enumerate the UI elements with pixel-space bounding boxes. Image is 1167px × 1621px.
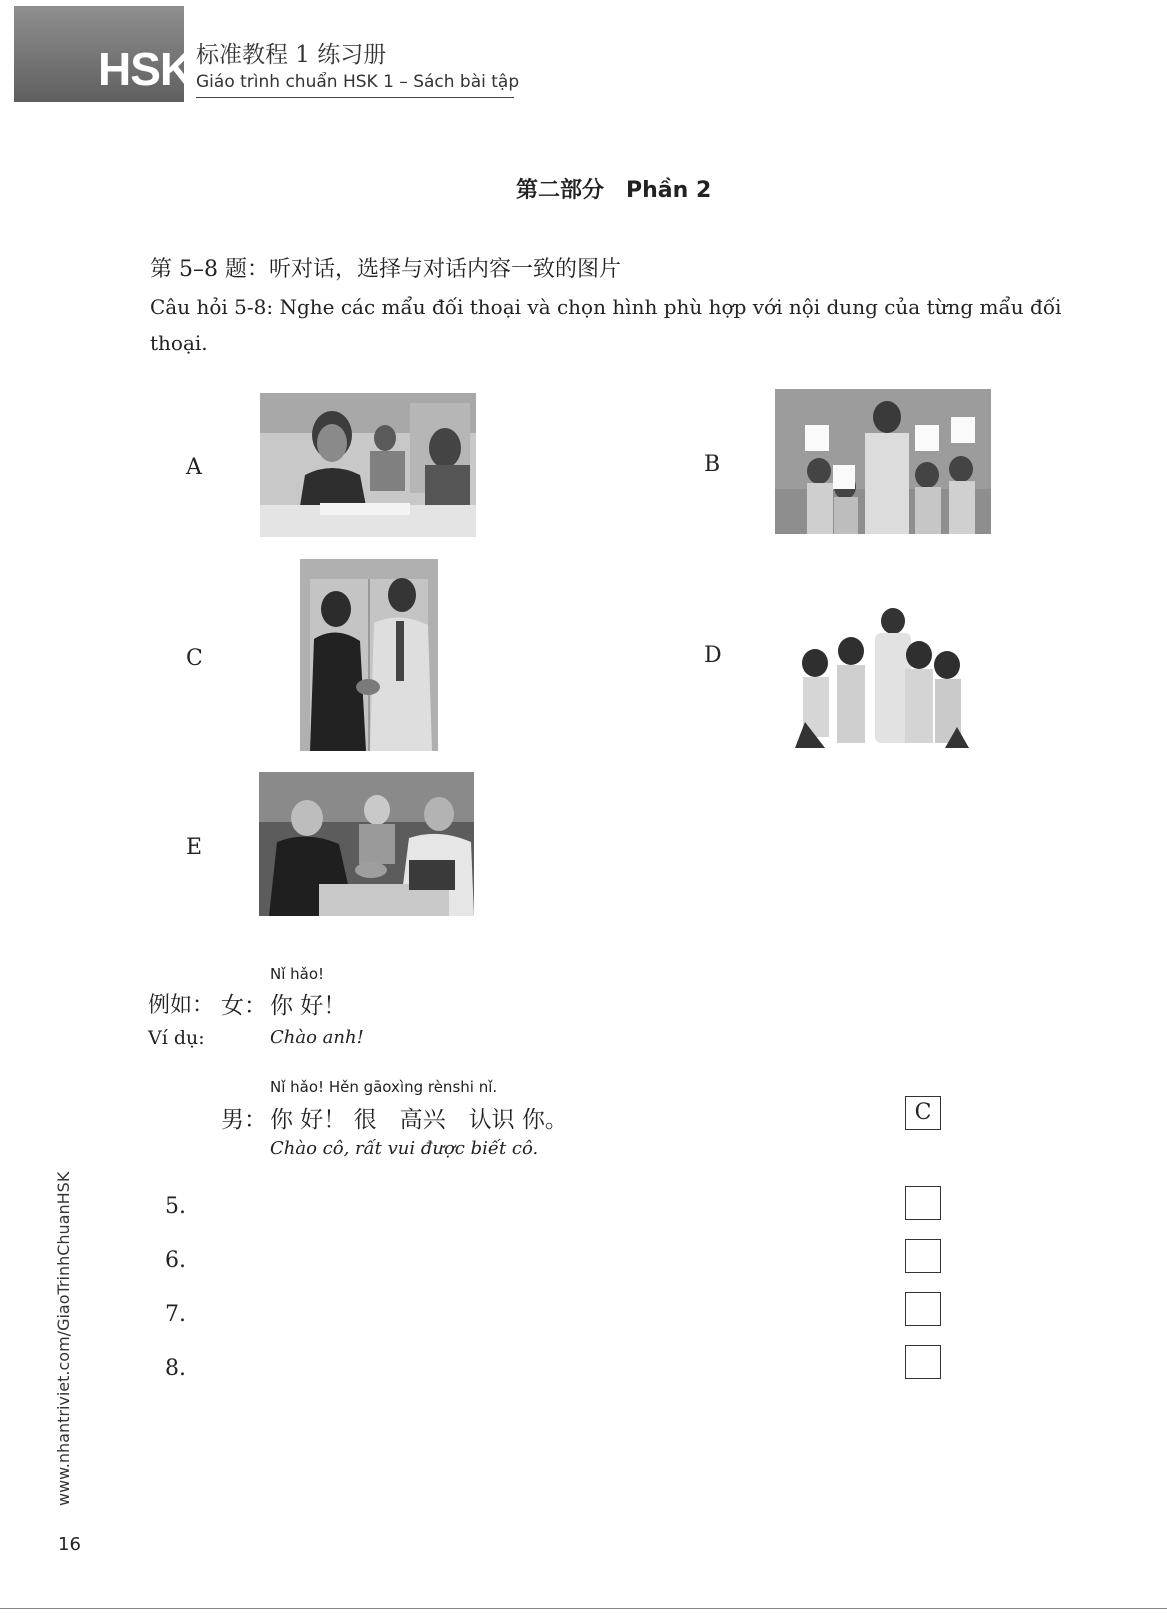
classroom-student-photo (260, 393, 476, 537)
book-title-cn: 标准教程 1 练习册 (196, 42, 387, 68)
teacher-kids-group-photo (795, 607, 969, 748)
question-5-number: 5. (165, 1194, 186, 1219)
bottom-divider (0, 1608, 1167, 1609)
instruction-cn: 第 5–8 题：听对话，选择与对话内容一致的图片 (150, 257, 621, 282)
question-6-number: 6. (165, 1248, 186, 1273)
section-title: 第二部分 Phần 2 (516, 178, 712, 203)
example-answer-letter: C (914, 1100, 932, 1125)
example-answer-box[interactable] (905, 1096, 941, 1130)
example-man-pinyin: Nǐ hǎo! Hěn gāoxìng rènshi nǐ. (270, 1078, 498, 1096)
example-label-cn: 例如： (148, 993, 215, 1018)
question-6-answer-box[interactable] (905, 1239, 941, 1273)
example-woman-vi: Chào anh! (270, 1027, 364, 1048)
option-b-letter: B (704, 452, 721, 477)
hsk-logo (14, 6, 193, 102)
example-man-vi: Chào cô, rất vui được biết cô. (270, 1138, 539, 1159)
example-woman-pinyin: Nǐ hǎo! (270, 965, 325, 983)
question-7-answer-box[interactable] (905, 1292, 941, 1326)
option-c-letter: C (186, 646, 203, 671)
question-7-number: 7. (165, 1302, 186, 1327)
option-a-letter: A (186, 455, 202, 480)
example-label-vi: Ví dụ: (148, 1027, 205, 1049)
example-woman-speaker: 女： (221, 993, 267, 1019)
option-d-letter: D (704, 643, 722, 668)
question-8-answer-box[interactable] (905, 1345, 941, 1379)
handshake-elevator-photo (300, 559, 438, 751)
book-title-vi: Giáo trình chuẩn HSK 1 – Sách bài tập (196, 72, 520, 92)
header-underline (196, 97, 514, 98)
page-number: 16 (58, 1534, 81, 1555)
question-8-number: 8. (165, 1356, 186, 1381)
option-e-letter: E (186, 835, 203, 860)
business-handshake-photo (259, 772, 474, 916)
example-man-speaker: 男： (221, 1107, 267, 1133)
instruction-vi: Câu hỏi 5-8: Nghe các mẩu đối thoại và chọn hình phù hợp với nội dung của từng mẩu đối thoại. (150, 295, 1062, 355)
example-woman-cn: 你 好！ (270, 993, 347, 1019)
example-man-cn: 你 好！ 很 高兴 认识 你。 (270, 1107, 568, 1133)
teacher-children-signs-photo (775, 389, 991, 534)
side-url[interactable]: www.nhantriviet.com/GiaoTrinhChuanHSK (54, 1171, 73, 1506)
hsk-logo-text: HSK (98, 43, 193, 95)
question-5-answer-box[interactable] (905, 1186, 941, 1220)
